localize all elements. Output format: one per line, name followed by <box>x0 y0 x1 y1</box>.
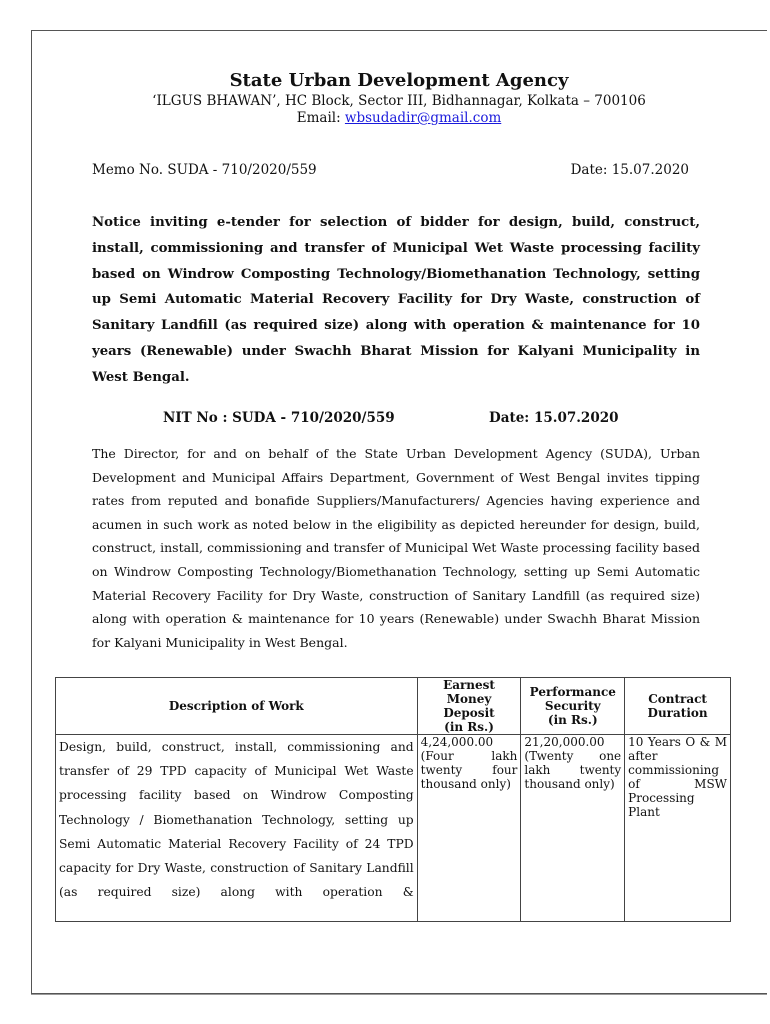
header-cd-line: Duration <box>647 706 708 720</box>
ps-words: (Twenty one lakh twenty thousand only) <box>524 749 622 791</box>
header-ps-line: Security <box>544 699 601 713</box>
ps-amount: 21,20,000.00 <box>524 735 605 749</box>
agency-email <box>31 110 767 126</box>
row-performance-security <box>521 735 625 922</box>
header-contract-duration <box>625 678 731 735</box>
memo-date: Date: 15.07.2020 <box>570 162 689 178</box>
header-performance-security <box>521 678 625 735</box>
emd-words: (Four lakh twenty four thousand only) <box>420 749 518 791</box>
email-link[interactable]: wbsudadir@gmail.com <box>344 110 502 126</box>
table-header-row <box>56 678 731 735</box>
header-description: Description of Work <box>56 678 418 735</box>
table-row <box>56 735 731 922</box>
header-emd-line: Money <box>446 692 492 706</box>
header-emd-line: Deposit <box>443 706 495 720</box>
header-ps-line: Performance <box>529 685 616 699</box>
header-emd-line: Earnest <box>443 678 495 692</box>
header-cd-line: Contract <box>648 692 707 706</box>
page-bottom-edge <box>31 994 767 995</box>
notice-heading: Notice inviting e-tender for selection of bidder for design, build, construct, install, commissioning and transfer of Municipal Wet Waste processing facility based on Windrow Composting Technology/Biomethanation Technology, setting up Semi Automatic Material Recovery Facility for Dry Waste, construction of Sanitary Landfill (as required size) along with operation & maintenance for 10 years (Renewable) under Swachh Bharat Mission for Kalyani Municipality in West Bengal. <box>92 215 700 385</box>
memo-number: Memo No. SUDA - 710/2020/559 <box>92 162 317 178</box>
agency-title: State Urban Development Agency <box>229 70 569 91</box>
nit-number: NIT No : SUDA - 710/2020/559 <box>163 410 395 426</box>
body-paragraph: The Director, for and on behalf of the State Urban Development Agency (SUDA), Urban Development and Municipal Affairs Department, Government of West Bengal invites tipping rates from reputed and bonafide Suppliers/Manufacturers/ Agencies having experience and acumen in such work as noted below in the eligibility as depicted hereunder for design, build, construct, install, commissioning and transfer of Municipal Wet Waste processing facility based on Windrow Composting Technology/Biomethanation Technology, setting up Semi Automatic Material Recovery Facility for Dry Waste, construction of Sanitary Landfill (as required size) along with operation & maintenance for 10 years (Renewable) under Swachh Bharat Mission for Kalyani Municipality in West Bengal. <box>92 446 700 650</box>
nit-date: Date: 15.07.2020 <box>489 410 619 426</box>
agency-address: ‘ILGUS BHAWAN’, HC Block, Sector III, Bidhannagar, Kolkata – 700106 <box>152 93 646 109</box>
tender-table <box>55 677 731 922</box>
row-emd <box>417 735 521 922</box>
emd-amount: 4,24,000.00 <box>420 735 494 749</box>
header-emd <box>417 678 521 735</box>
email-label: Email: <box>296 110 345 126</box>
header-ps-line: (in Rs.) <box>547 713 598 727</box>
row-description: Design, build, construct, install, commissioning and transfer of 29 TPD capacity of Municipal Wet Waste processing facility based on Windrow Composting Technology / Biomethanation Technology, setting up Semi Automatic Material Recovery Facility of 24 TPD capacity for Dry Waste, construction of Sanitary Landfill (as required size) along with operation & <box>56 735 418 922</box>
row-contract-duration: 10 Years O & M after commissioning of MSW Processing Plant <box>625 735 731 922</box>
header-emd-line: (in Rs.) <box>444 720 494 734</box>
